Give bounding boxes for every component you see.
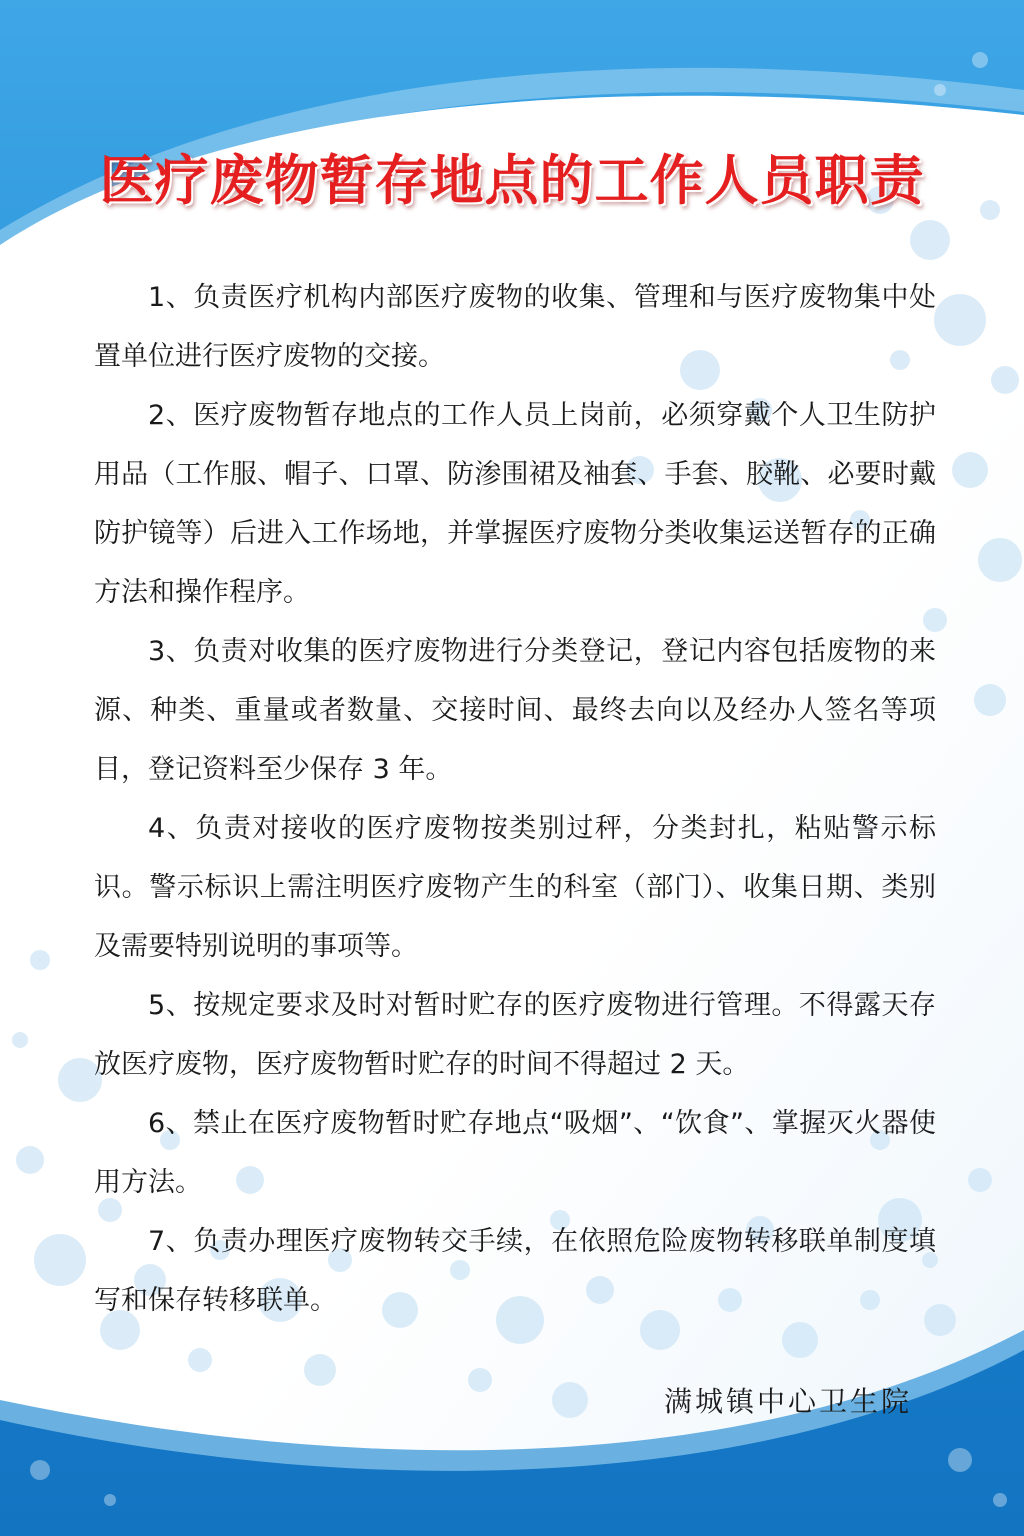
duty-item-5: 5、按规定要求及时对暂时贮存的医疗废物进行管理。不得露天存放医疗废物，医疗废物暂时贮存的时间不得超过 2 天。: [94, 990, 936, 1080]
duty-item-7: 7、负责办理医疗废物转交手续，在依照危险废物转移联单制度填写和保存转移联单。: [94, 1226, 936, 1316]
duty-list: [94, 268, 936, 1330]
duty-item-3: 3、负责对收集的医疗废物进行分类登记，登记内容包括废物的来源、种类、重量或者数量、交接时间、最终去向以及经办人签名等项目，登记资料至少保存 3 年。: [94, 636, 936, 785]
duty-item-4: 4、负责对接收的医疗废物按类别过秤，分类封扎，粘贴警示标识。警示标识上需注明医疗废物产生的科室（部门）、收集日期、类别及需要特别说明的事项等。: [94, 813, 936, 962]
duty-item-6: 6、禁止在医疗废物暂时贮存地点“吸烟”、“饮食”、掌握灭火器使用方法。: [94, 1108, 936, 1198]
poster-title: 医疗废物暂存地点的工作人员职责: [99, 148, 925, 212]
signature-organization: 满城镇中心卫生院: [663, 1385, 912, 1418]
duty-item-1: 1、负责医疗机构内部医疗废物的收集、管理和与医疗废物集中处置单位进行医疗废物的交接。: [94, 282, 936, 372]
duty-item-2: 2、医疗废物暂存地点的工作人员上岗前，必须穿戴个人卫生防护用品（工作服、帽子、口罩、防渗围裙及袖套、手套、胶靴、必要时戴防护镜等）后进入工作场地，并掌握医疗废物分类收集运送暂存的正确方法和操作程序。: [94, 400, 936, 608]
